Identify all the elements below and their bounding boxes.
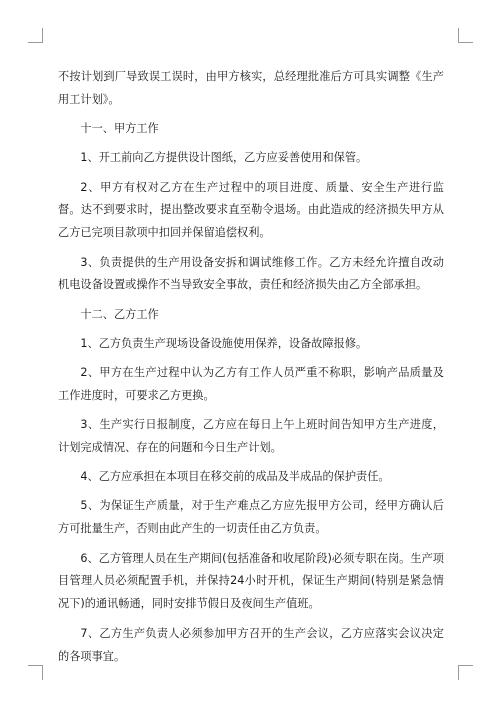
party-b-item-1: 1、乙方负责生产现场设备设施使用保养，设备故障报修。 xyxy=(80,336,368,350)
party-b-item-7: 7、乙方生产负责人必须参加甲方召开的生产会议，乙方应落实会议决定的各项事宜。 xyxy=(58,626,444,663)
party-b-item-5: 5、为保证生产质量，对于生产难点乙方应先报甲方公司，经甲方确认后方可批量生产，否则由此产生的一切责任由乙方负责。 xyxy=(58,499,444,536)
party-b-item-3: 3、生产实行日报制度，乙方应在每日上午上班时间告知甲方生产进度，计划完成情况、存在的问题和今日生产计划。 xyxy=(58,418,444,455)
party-b-item-6: 6、乙方管理人员在生产期间(包括准备和收尾阶段)必须专职在岗。生产项目管理人员必须配置手机，并保持24小时开机，保证生产期间(特别是紧急情况下)的通讯畅通，同时安排节假日及夜间生产值班。 xyxy=(58,551,444,611)
crop-mark-bottom-left xyxy=(28,665,43,680)
section-heading-party-a: 十一、甲方工作 xyxy=(80,122,159,136)
crop-mark-top-right xyxy=(458,28,473,43)
section-heading-party-b: 十二、乙方工作 xyxy=(80,307,159,321)
party-a-item-1: 1、开工前向乙方提供设计图纸，乙方应妥善使用和保管。 xyxy=(80,151,368,165)
crop-mark-top-left xyxy=(28,28,43,43)
party-a-item-3: 3、负责提供的生产用设备安拆和调试维修工作。乙方未经允许擅自改动机电设备设置或操作不当导致安全事故，责任和经济损失由乙方全部承担。 xyxy=(58,255,444,292)
document-body xyxy=(58,66,444,675)
party-b-item-4: 4、乙方应承担在本项目在移交前的成品及半成品的保护责任。 xyxy=(80,470,390,484)
continuation-paragraph: 不按计划到厂导致误工误时，由甲方核实，总经理批准后方可具实调整《生产用工计划》。 xyxy=(58,70,444,106)
crop-mark-bottom-right xyxy=(458,665,473,680)
party-b-item-2: 2、甲方在生产过程中认为乙方有工作人员严重不称职，影响产品质量及工作进度时，可要求乙方更换。 xyxy=(58,366,444,402)
party-a-item-2: 2、甲方有权对乙方在生产过程中的项目进度、质量、安全生产进行监督。达不到要求时，提出整改要求直至勒令退场。由此造成的经济损失甲方从乙方已完项目款项中扣回并保留追偿权利。 xyxy=(58,180,444,240)
